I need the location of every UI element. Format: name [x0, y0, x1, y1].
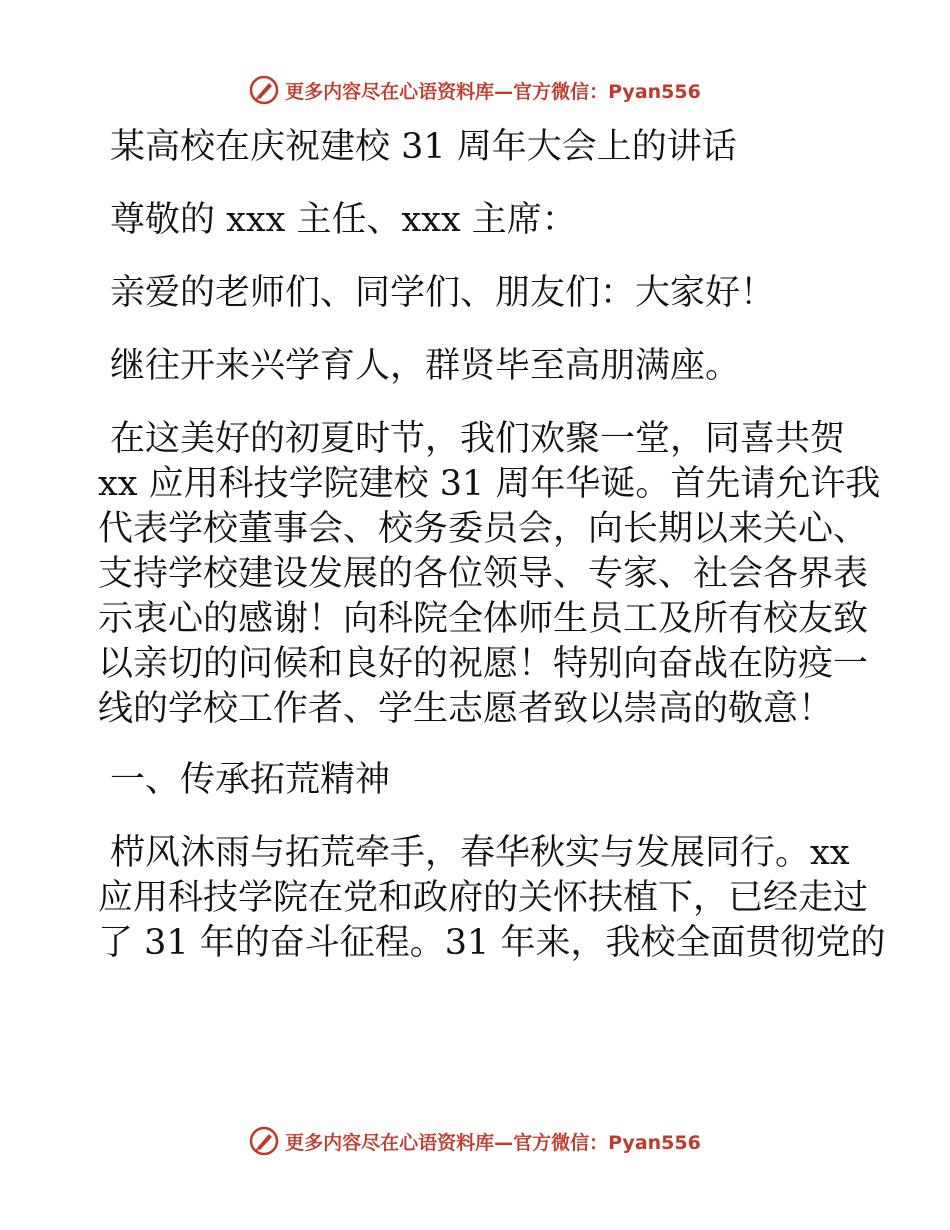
- watermark-text: 更多内容尽在心语资料库—官方微信：Pyan556: [285, 80, 701, 103]
- watermark-banner-top: [0, 70, 950, 110]
- text-line: xx 应用科技学院建校 31 周年华诞。首先请允许我: [98, 464, 881, 504]
- pen-logo-icon: [249, 1126, 279, 1156]
- text-line: 应用科技学院在党和政府的关怀扶植下，已经走过: [98, 878, 869, 918]
- salutation-audience: 亲爱的老师们、同学们、朋友们：大家好！: [110, 273, 776, 313]
- text-line: 以亲切的问候和良好的祝愿！特别向奋战在防疫一: [98, 644, 869, 684]
- text-line: 了 31 年的奋斗征程。31 年来，我校全面贯彻党的: [98, 923, 886, 963]
- text-line: 在这美好的初夏时节，我们欢聚一堂，同喜共贺: [110, 419, 846, 459]
- opening-line: 继往开来兴学育人，群贤毕至高朋满座。: [110, 346, 741, 386]
- salutation-officials: 尊敬的 xxx 主任、xxx 主席：: [110, 200, 577, 240]
- document-title: 某高校在庆祝建校 31 周年大会上的讲话: [110, 127, 737, 167]
- watermark-text: 更多内容尽在心语资料库—官方微信：Pyan556: [285, 1131, 701, 1154]
- text-line: 栉风沐雨与拓荒牵手，春华秋实与发展同行。xx: [110, 833, 850, 873]
- paragraph-celebration: [98, 418, 881, 731]
- text-line: 支持学校建设发展的各位领导、专家、社会各界表: [98, 554, 869, 594]
- document-body: [98, 126, 886, 993]
- text-line: 示衷心的感谢！向科院全体师生员工及所有校友致: [98, 599, 869, 639]
- section-heading: 一、传承拓荒精神: [110, 760, 391, 800]
- watermark-banner-bottom: [0, 1121, 950, 1161]
- pen-logo-icon: [249, 75, 279, 105]
- text-line: 线的学校工作者、学生志愿者致以崇高的敬意！: [98, 689, 834, 729]
- text-line: 代表学校董事会、校务委员会，向长期以来关心、: [98, 509, 869, 549]
- paragraph-history: [98, 832, 886, 965]
